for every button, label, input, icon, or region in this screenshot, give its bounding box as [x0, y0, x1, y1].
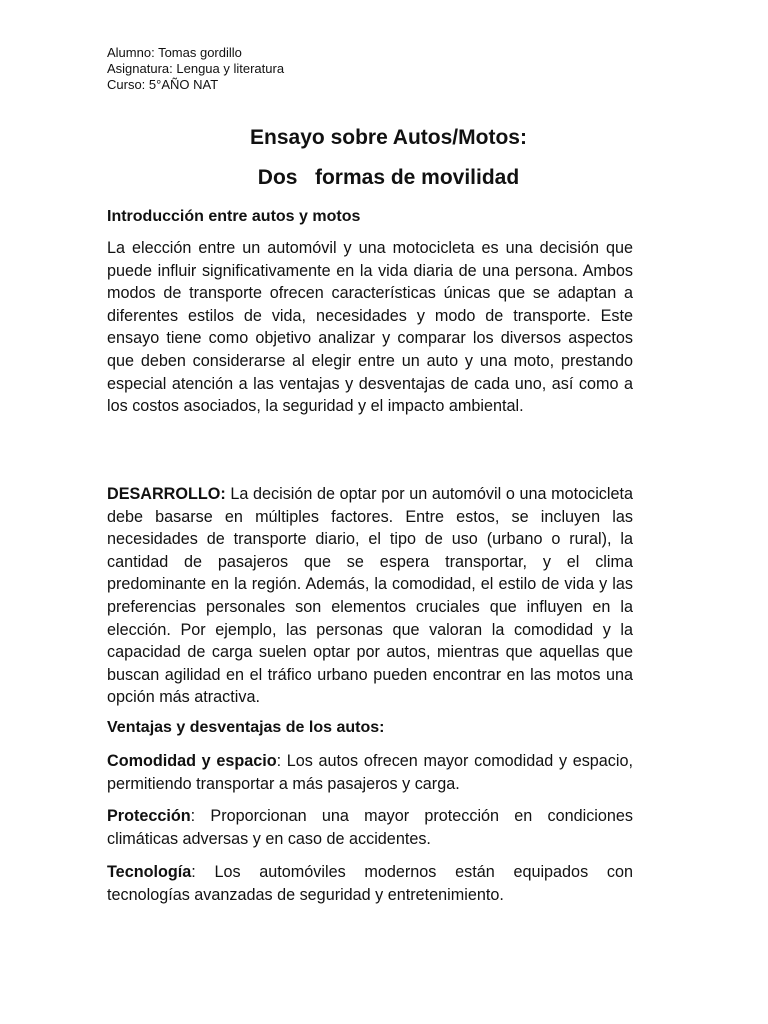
development-label: DESARROLLO:	[107, 485, 226, 503]
development-paragraph	[107, 483, 633, 709]
essay-title: Ensayo sobre Autos/Motos:	[250, 126, 527, 149]
student-name: Alumno: Tomas gordillo	[107, 45, 242, 60]
cars-item-protection	[107, 805, 633, 850]
cars-item-technology	[107, 861, 633, 906]
subject-name: Asignatura: Lengua y literatura	[107, 61, 285, 76]
intro-heading: Introducción entre autos y motos	[107, 208, 361, 225]
item-text: : Los automóviles modernos están equipados con tecnologías avanzadas de seguridad y entretenimiento.	[107, 863, 633, 904]
item-text: : Los autos ofrecen mayor comodidad y espacio, permitiendo transportar a más pasajeros y carga.	[107, 752, 633, 793]
development-text: La decisión de optar por un automóvil o una motocicleta debe basarse en múltiples factores. Entre estos, se incluyen las necesidades de transporte diario, el tipo de uso (urbano o rural), la cantidad de pasajeros que se espera transportar, y el clima predominante en la región. Además, la comodidad, el estilo de vida y las preferencias personales son elementos cruciales que influyen en la elección. Por ejemplo, las personas que valoran la comodidad y la capacidad de carga suelen optar por autos, mientras que aquellas que buscan agilidad en el tráfico urbano pueden encontrar en las motos una opción más atractiva.	[107, 485, 633, 707]
essay-subtitle: Dos formas de movilidad	[257, 166, 520, 189]
item-term: Comodidad y espacio	[107, 752, 277, 770]
cars-item-comfort	[107, 750, 633, 795]
course-name: Curso: 5°AÑO NAT	[107, 77, 219, 92]
item-term: Protección	[107, 807, 191, 825]
item-term: Tecnología	[107, 863, 192, 881]
cars-heading: Ventajas y desventajas de los autos:	[107, 719, 385, 736]
student-header	[107, 45, 284, 93]
item-text: : Proporcionan una mayor protección en condiciones climáticas adversas y en caso de accidentes.	[107, 807, 633, 848]
intro-paragraph: La elección entre un automóvil y una motocicleta es una decisión que puede influir significativamente en la vida diaria de una persona. Ambos modos de transporte ofrecen características únicas que se adaptan a diferentes estilos de vida, necesidades y modo de transporte. Este ensayo tiene como objetivo analizar y comparar los diversos aspectos que deben considerarse al elegir entre un auto y una moto, prestando especial atención a las ventajas y desventajas de cada uno, así como a los costos asociados, la seguridad y el impacto ambiental.	[107, 239, 633, 416]
